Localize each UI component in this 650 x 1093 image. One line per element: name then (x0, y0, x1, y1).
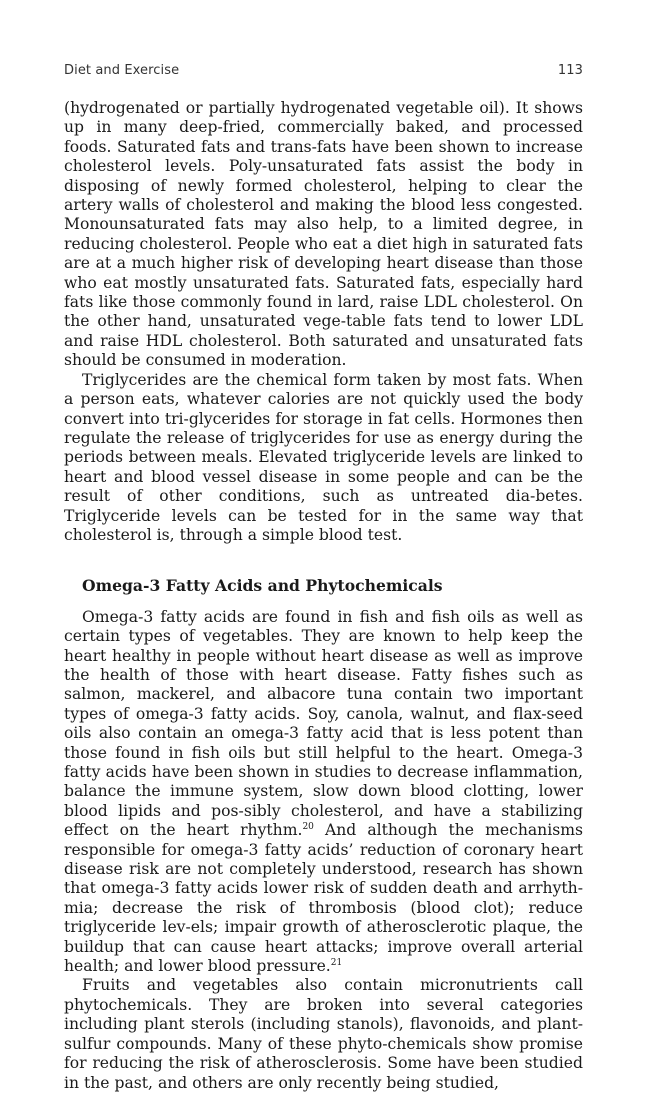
omega3-text-part2: And although the mechanisms responsible for omega-3 fatty acids’ reduction of coronary heart disease risk are not completely understood, research has shown that omega-3 fatty acids lower risk of sudden death and arrhyth-mia; decrease the risk of thrombosis (blood clot); reduce triglyceride lev-els; impair growth of atherosclerotic plaque, the buildup that can cause heart attacks; improve overall arterial health; and lower blood pressure. (64, 821, 583, 976)
paragraph-omega3 (64, 608, 583, 977)
section-heading: Omega-3 Fatty Acids and Phytochemicals (82, 576, 443, 596)
footnote-ref-20: 20 (302, 822, 314, 833)
omega3-text-part1: Omega-3 fatty acids are found in fish and fish oils as well as certain types of vegetables. They are known to help keep the heart healthy in people without heart disease as well as improve the health of those with heart disease. Fatty fishes such as salmon, mackerel, and albacore tuna contain two important types of omega-3 fatty acids. Soy, canola, walnut, and flax-seed oils also contain an omega-3 fatty acid that is less potent than those found in fish oils but still helpful to the heart. Omega-3 fatty acids have been shown in studies to decrease inflammation, balance the immune system, slow down blood clotting, lower blood lipids and pos-sibly cholesterol, and have a stabilizing effect on the heart rhythm. (64, 607, 583, 840)
page-number: 113 (557, 63, 583, 78)
footnote-ref-21: 21 (330, 957, 343, 968)
body-text (64, 99, 583, 1093)
chapter-title: Diet and Exercise (64, 63, 180, 78)
paragraph-phytochemicals: Fruits and vegetables also contain micronutrients call phytochemicals. They are broken into several categories including plant sterols (including stanols), flavonoids, and plant-sulfur compounds. Many of these phyto-chemicals show promise for reducing the risk of atherosclerosis. Some have been studied in the past, and others are only recently being studied, (64, 976, 583, 1092)
paragraph-fats-continued: (hydrogenated or partially hydrogenated vegetable oil). It shows up in many deep-fried, commercially baked, and processed foods. Saturated fats and trans-fats have been shown to increase cholesterol levels. Poly-unsaturated fats assist the body in disposing of newly formed cholesterol, helping to clear the artery walls of cholesterol and making the blood less congested. Monounsaturated fats may also help, to a limited degree, in reducing cholesterol. People who eat a diet high in saturated fats are at a much higher risk of developing heart disease than those who eat mostly unsaturated fats. Saturated fats, especially hard fats like those commonly found in lard, raise LDL cholesterol. On the other hand, unsaturated vege-table fats tend to lower LDL and raise HDL cholesterol. Both saturated and unsaturated fats should be consumed in moderation. (64, 99, 583, 370)
paragraph-triglycerides: Triglycerides are the chemical form taken by most fats. When a person eats, whatever calories are not quickly used the body convert into tri-glycerides for storage in fat cells. Hormones then regulate the release of triglycerides for use as energy during the periods between meals. Elevated triglyceride levels are linked to heart and blood vessel disease in some people and can be the result of other conditions, such as untreated dia-betes. Triglyceride levels can be tested for in the same way that cholesterol is, through a simple blood test. (64, 370, 583, 544)
running-head (64, 63, 583, 78)
